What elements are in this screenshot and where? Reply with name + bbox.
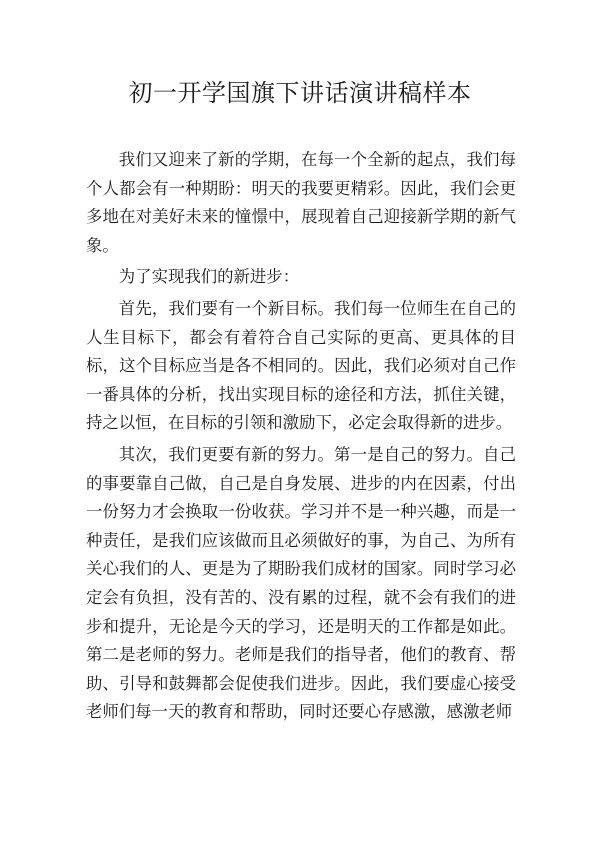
document-title: 初一开学国旗下讲话演讲稿样本 [128, 79, 472, 107]
paragraph-lead-in: 为了实现我们的新进步： [118, 267, 300, 287]
paragraph-first-point: 首先，我们要有一个新目标。我们每一位师生在自己的人生目标下，都会有着符合自己实际的更高、更具体的目标，这个目标应当是各不相同的。因此，我们必须对自己作一番具体的分析，找出实现目标的途径和方法，抓住关键，持之以恒，在目标的引领和激励下，必定会取得新的进步。 [86, 298, 516, 433]
document-body [86, 146, 516, 727]
paragraph-second-point: 其次，我们更要有新的努力。第一是自己的努力。自己的事要靠自己做，自己是自身发展、进步的内在因素，付出一份努力才会换取一份收获。学习并不是一种兴趣，而是一种责任，是我们应该做而且必须做好的事，为自己、为所有关心我们的人、更是为了期盼我们成材的国家。同时学习必定会有负担，没有苦的、没有累的过程，就不会有我们的进步和提升，无论是今天的学习，还是明天的工作都是如此。第二是老师的努力。老师是我们的指导者，他们的教育、帮助、引导和鼓舞都会促使我们进步。因此，我们要虚心接受老师们每一天的教育和帮助，同时还要心存感激，感激老师 [86, 444, 516, 722]
paragraph-intro: 我们又迎来了新的学期，在每一个全新的起点，我们每个人都会有一种期盼：明天的我要更精彩。因此，我们会更多地在对美好未来的憧憬中，展现着自己迎接新学期的新气象。 [86, 150, 516, 255]
